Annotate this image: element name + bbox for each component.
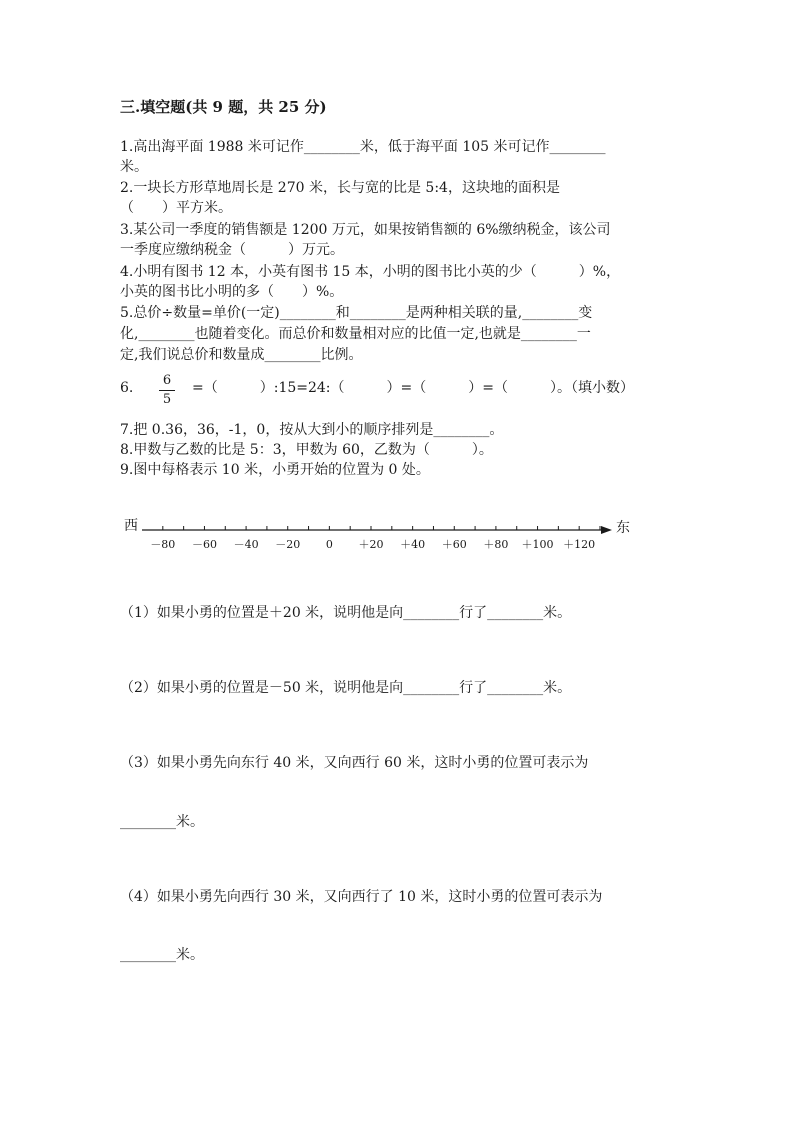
axis-tick-label: ＋60: [441, 538, 467, 551]
axis-tick-label: ＋80: [483, 538, 509, 551]
q1-line2: 米。: [120, 159, 148, 175]
q4-line1: 4.小明有图书 12 本，小英有图书 15 本，小明的图书比小英的少（ ）%，: [120, 264, 621, 280]
q5-line1: 5.总价÷数量=单价(一定)________和________是两种相关联的量,________变: [120, 305, 593, 321]
q2-line2: （ ）平方米。: [120, 200, 232, 216]
q3-line1: 3.某公司一季度的销售额是 1200 万元，如果按销售额的 6%缴纳税金，该公司: [120, 222, 611, 238]
q9-sub4-line1: （4）如果小勇先向西行 30 米，又向西行了 10 米，这时小勇的位置可表示为: [120, 889, 603, 905]
axis-tick-label: ＋20: [358, 538, 384, 551]
axis-tick-label: －40: [233, 538, 259, 551]
number-line: [120, 512, 640, 556]
q1-line1: 1.高出海平面 1988 米可记作________米，低于海平面 105 米可记作________: [120, 139, 606, 155]
q6-number: 6.: [120, 380, 134, 396]
axis-tick-label: ＋100: [521, 538, 554, 551]
axis-tick-label: 0: [325, 538, 333, 551]
q3-line2: 一季度应缴纳税金（ ）万元。: [120, 242, 344, 258]
q8-text: 8.甲数与乙数的比是 5：3，甲数为 60，乙数为（ ）。: [120, 442, 493, 458]
q6-fraction: [158, 374, 176, 407]
axis-tick-label: ＋120: [563, 538, 596, 551]
q5-line2: 化,________也随着变化。而总价和数量相对应的比值一定,也就是________一: [120, 326, 591, 342]
axis-tick-label: －60: [191, 538, 217, 551]
q7-text: 7.把 0.36，36，-1，0，按从大到小的顺序排列是________。: [120, 422, 504, 438]
fraction-numerator: 6: [162, 373, 172, 388]
axis-tick-label: －20: [275, 538, 301, 551]
axis-tick-label: ＋40: [400, 538, 426, 551]
q4-line2: 小英的图书比小明的多（ ）%。: [120, 284, 344, 300]
q9-sub3-line2: ________米。: [120, 814, 204, 830]
q9-sub3-line1: （3）如果小勇先向东行 40 米，又向西行 60 米，这时小勇的位置可表示为: [120, 755, 589, 771]
axis-tick-labels: [150, 538, 595, 551]
section-title: 三.填空题(共 9 题，共 25 分): [120, 98, 327, 116]
fraction-bar: [159, 390, 175, 391]
q6-equation: =（ ）:15=24:（ ）=（ ）=（ ）。（填小数）: [192, 380, 634, 396]
east-label: 东: [616, 520, 630, 536]
fraction-denominator: 5: [162, 392, 172, 407]
axis-tick-label: －80: [150, 538, 176, 551]
q2-line1: 2.一块长方形草地周长是 270 米，长与宽的比是 5:4，这块地的面积是: [120, 180, 560, 196]
q9-sub2: （2）如果小勇的位置是－50 米，说明他是向________行了________米。: [120, 680, 572, 696]
q9-text: 9.图中每格表示 10 米，小勇开始的位置为 0 处。: [120, 462, 430, 478]
west-label: 西: [124, 518, 138, 534]
q9-sub1: （1）如果小勇的位置是＋20 米，说明他是向________行了________米。: [120, 605, 572, 621]
axis-arrow-icon: [601, 526, 612, 534]
q5-line3: 定,我们说总价和数量成________比例。: [120, 347, 363, 363]
q9-sub4-line2: ________米。: [120, 947, 204, 963]
